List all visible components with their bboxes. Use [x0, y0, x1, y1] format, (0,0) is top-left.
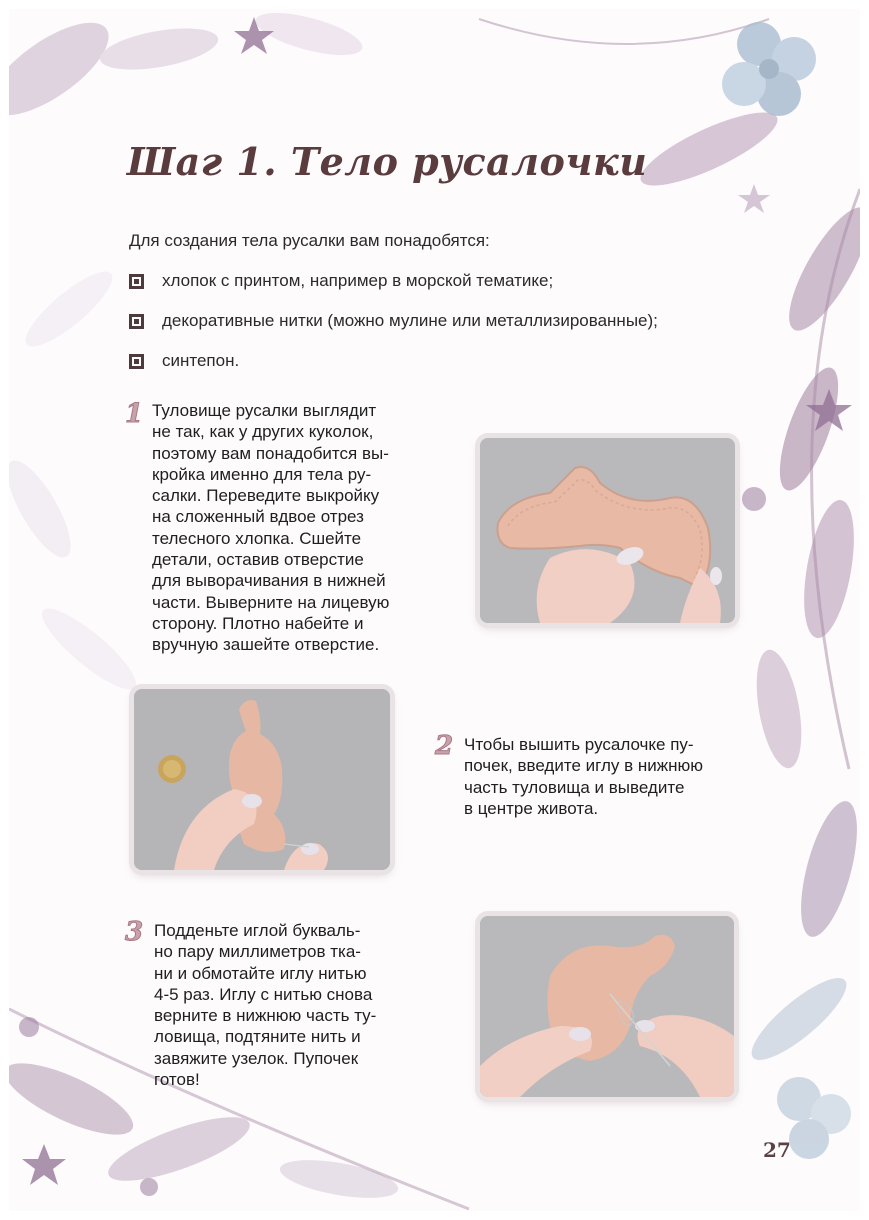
material-label: декоративные нитки (можно мулине или металлизированные);: [162, 311, 658, 330]
text-line: Чтобы вышить русалочке пу-: [464, 735, 694, 754]
text-line: ни и обмотайте иглу нитью: [154, 963, 367, 983]
text-line: часть туловища и выведите: [464, 777, 685, 797]
list-item: [129, 341, 658, 381]
text-line: поэтому вам понадобится вы-: [152, 443, 389, 463]
photo-step-3-wrapping-thread: [480, 916, 734, 1097]
square-bullet-icon: [129, 314, 144, 329]
text-line: 4-5 раз. Иглу с нитью снова: [154, 984, 373, 1004]
list-item: [129, 301, 658, 341]
square-bullet-icon: [129, 274, 144, 289]
text-line: салки. Переведите выкройку: [152, 486, 380, 506]
materials-intro: Для создания тела русалки вам понадобятся:: [129, 231, 490, 250]
book-page: [9, 9, 860, 1211]
step-1-text: [152, 400, 410, 656]
text-line: детали, оставив отверстие: [152, 550, 364, 570]
text-line: не так, как у других куколок,: [152, 422, 374, 442]
step-3-text: [154, 920, 410, 1090]
page-title: Шаг 1. Тело русалочки: [127, 139, 648, 184]
step-number-3: 3: [125, 917, 144, 947]
text-line: для выворачивания в нижней: [152, 571, 386, 591]
text-line: завяжите узелок. Пупочек: [154, 1048, 359, 1068]
text-line: Подденьте иглой букваль-: [154, 921, 361, 940]
text-line: Туловище русалки выглядит: [152, 401, 377, 420]
text-line: части. Выверните на лицевую: [152, 592, 390, 612]
flower-top-right: [722, 22, 816, 116]
text-line: вручную зашейте отверстие.: [152, 635, 380, 655]
text-line: готов!: [154, 1070, 200, 1090]
step-2-text: [464, 734, 742, 819]
page-number: 27: [763, 1138, 791, 1162]
text-line: на сложенный вдвое отрез: [152, 507, 364, 527]
photo-step-2-body-with-needle: [134, 689, 390, 870]
square-bullet-icon: [129, 354, 144, 369]
text-line: но пару миллиметров тка-: [154, 942, 361, 962]
material-label: синтепон.: [162, 351, 240, 370]
material-label: хлопок с принтом, например в морской тематике;: [162, 271, 554, 290]
text-line: верните в нижнюю часть ту-: [154, 1006, 377, 1026]
step-number-1: 1: [125, 399, 144, 429]
text-line: в центре живота.: [464, 798, 599, 818]
text-line: телесного хлопка. Сшейте: [152, 528, 362, 548]
text-line: кройка именно для тела ру-: [152, 464, 372, 484]
photo-step-1-sewn-body-pattern: [480, 438, 735, 623]
text-line: почек, введите иглу в нижнюю: [464, 756, 703, 776]
text-line: сторону. Плотно набейте и: [152, 613, 364, 633]
list-item: [129, 261, 658, 301]
text-line: ловища, подтяните нить и: [154, 1027, 361, 1047]
materials-list: [129, 261, 658, 381]
step-number-2: 2: [435, 731, 454, 761]
